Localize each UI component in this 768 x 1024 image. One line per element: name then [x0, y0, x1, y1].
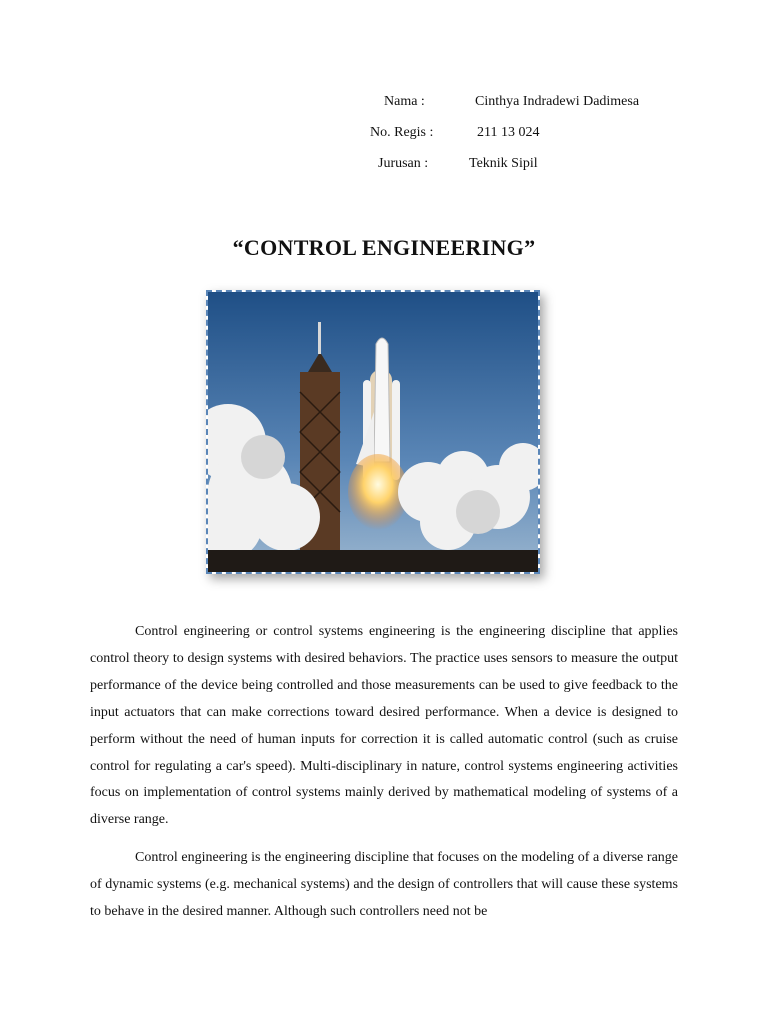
nama-label: Nama :	[384, 94, 425, 109]
nama-value: Cinthya Indradewi Dadimesa	[475, 94, 640, 109]
space-shuttle-launch-illustration	[208, 292, 538, 572]
paragraph-1	[90, 619, 678, 834]
paragraph-1-text: Control engineering or control systems engineering is the engineering discipline that applies control theory to design systems with desired behaviors. The practice uses sensors to measure the output performance of the device being controlled and those measurements can be used to give feedback to the input actuators that can make corrections toward desired performance. When a device is designed to perform without the need of human inputs for correction it is called automatic control (such as cruise control for regulating a car's speed). Multi-disciplinary in nature, control systems engineering activities focus on implementation of control systems mainly derived by mathematical modeling of systems of a diverse range.	[90, 624, 678, 828]
regis-value: 211 13 024	[477, 125, 540, 140]
jurusan-label: Jurusan :	[378, 156, 429, 171]
document-title: “CONTROL ENGINEERING”	[232, 235, 536, 260]
regis-label: No. Regis :	[370, 125, 434, 140]
jurusan-value: Teknik Sipil	[469, 156, 538, 171]
paragraph-2	[90, 845, 678, 926]
paragraph-2-text: Control engineering is the engineering discipline that focuses on the modeling of a diverse range of dynamic systems (e.g. mechanical systems) and the design of controllers that will cause these systems to behave in the desired manner. Although such controllers need not be	[90, 850, 678, 919]
space-shuttle-launch-photo	[206, 290, 540, 574]
